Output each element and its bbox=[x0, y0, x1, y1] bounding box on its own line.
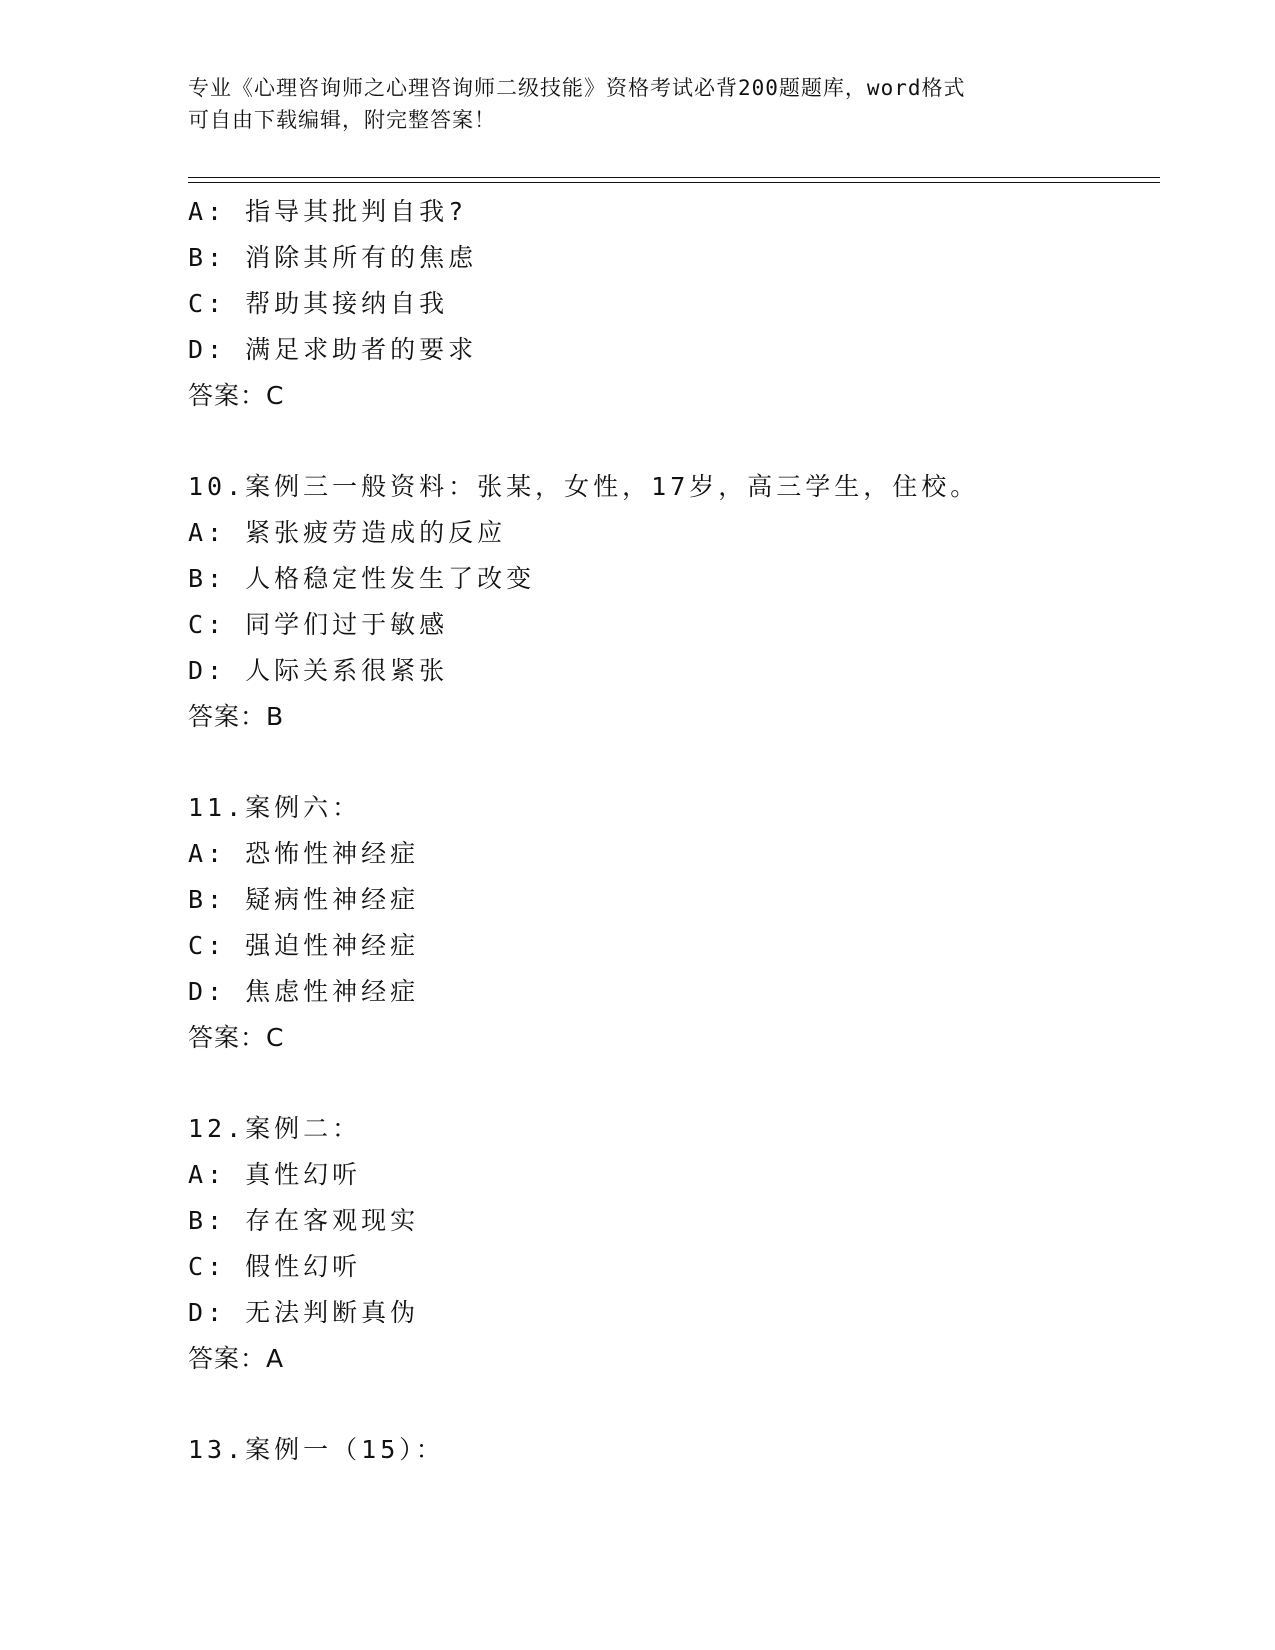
option-c: C: 同学们过于敏感 bbox=[188, 610, 449, 639]
option-b: B: 存在客观现实 bbox=[188, 1206, 420, 1235]
option-c: C: 强迫性神经症 bbox=[188, 931, 420, 960]
option-b: B: 消除其所有的焦虑 bbox=[188, 243, 478, 272]
question-block bbox=[188, 464, 1148, 740]
option-d: D: 满足求助者的要求 bbox=[188, 335, 478, 364]
question-title: 12.案例二： bbox=[188, 1114, 362, 1143]
question-title: 13.案例一（15）： bbox=[188, 1435, 445, 1464]
answer-line: 答案：B bbox=[188, 702, 285, 731]
option-a: A: 指导其批判自我? bbox=[188, 197, 468, 226]
header-line-2: 可自由下载编辑，附完整答案！ bbox=[188, 108, 496, 132]
question-block bbox=[188, 189, 1148, 419]
option-d: D: 无法判断真伪 bbox=[188, 1298, 420, 1327]
header-divider-top bbox=[188, 177, 1160, 178]
option-a: A: 恐怖性神经症 bbox=[188, 839, 420, 868]
option-a: A: 紧张疲劳造成的反应 bbox=[188, 518, 507, 547]
option-c: C: 假性幻听 bbox=[188, 1252, 362, 1281]
question-title: 11.案例六： bbox=[188, 793, 362, 822]
document-header bbox=[188, 72, 1088, 136]
answer-line: 答案：C bbox=[188, 1023, 285, 1052]
question-block bbox=[188, 785, 1148, 1061]
option-a: A: 真性幻听 bbox=[188, 1160, 362, 1189]
option-d: D: 人际关系很紧张 bbox=[188, 656, 449, 685]
header-line-1: 专业《心理咨询师之心理咨询师二级技能》资格考试必背200题题库，word格式 bbox=[188, 76, 966, 100]
option-d: D: 焦虑性神经症 bbox=[188, 977, 420, 1006]
header-divider-bottom bbox=[188, 182, 1160, 183]
question-block bbox=[188, 1427, 1148, 1473]
question-title: 10.案例三一般资料：张某，女性，17岁，高三学生，住校。 bbox=[188, 472, 980, 501]
option-b: B: 疑病性神经症 bbox=[188, 885, 420, 914]
question-list bbox=[188, 189, 1148, 1473]
answer-line: 答案：C bbox=[188, 381, 285, 410]
question-block bbox=[188, 1106, 1148, 1382]
answer-line: 答案：A bbox=[188, 1344, 285, 1373]
option-b: B: 人格稳定性发生了改变 bbox=[188, 564, 536, 593]
option-c: C: 帮助其接纳自我 bbox=[188, 289, 449, 318]
